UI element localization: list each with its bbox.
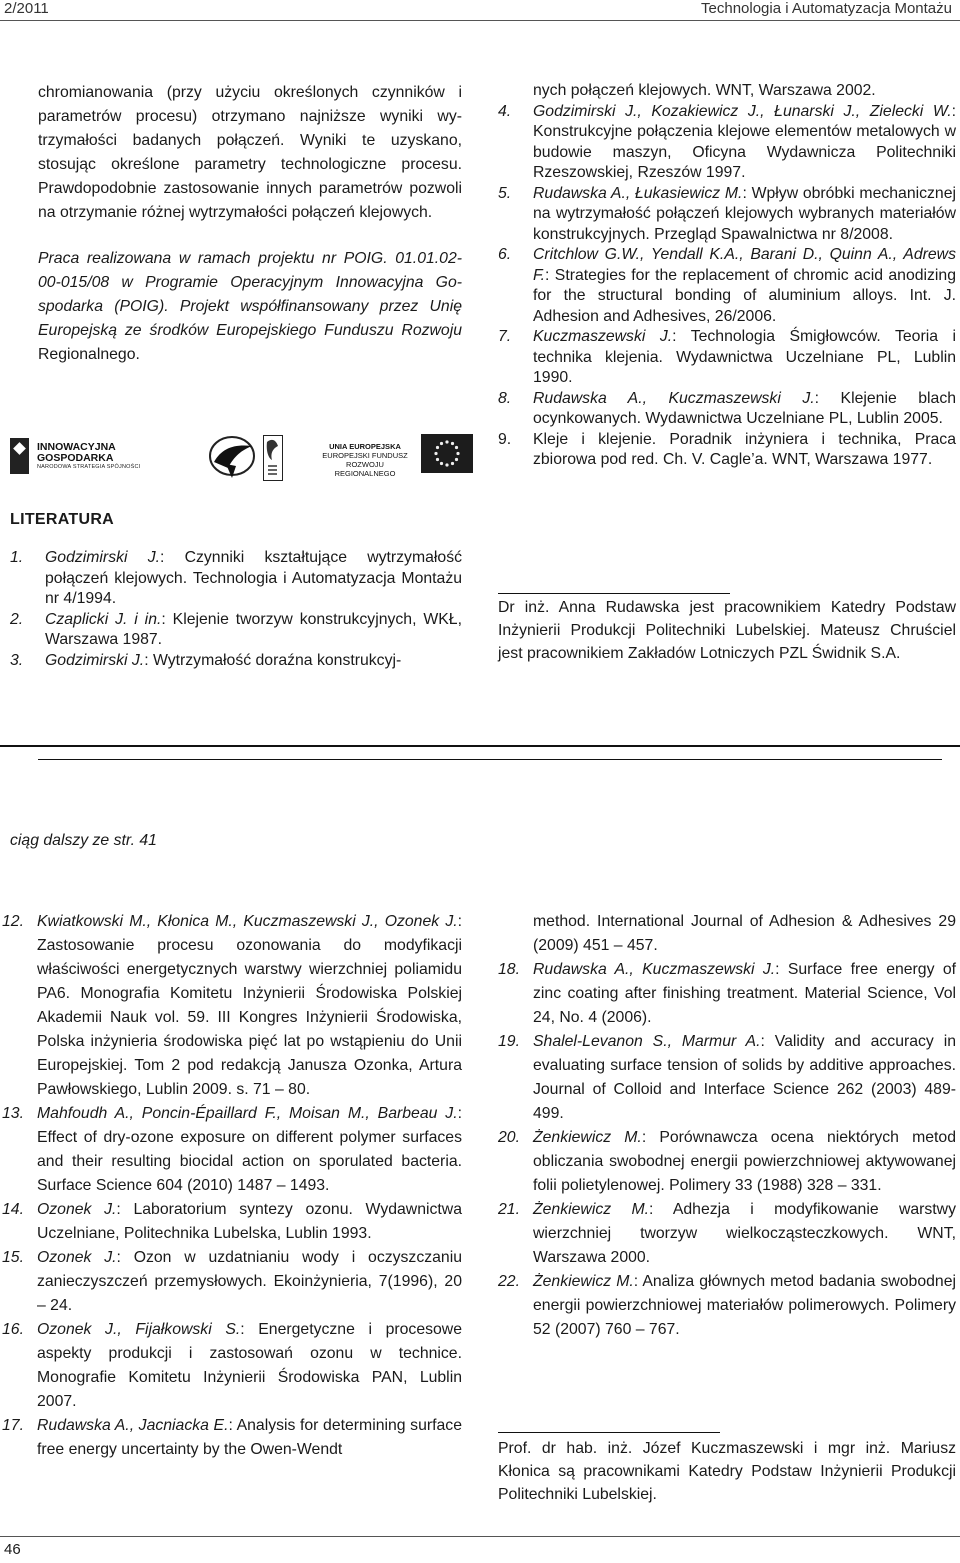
reference-item: 13. Mahfoudh A., Poncin-Épaillard F., Moisan M., Barbeau J.: Effect of dry-ozone exposure on different polymer surfaces and their resulting biocidal action on sporulated bacteria. Surface Science 604 (2010) 1487 – 1493. bbox=[2, 1105, 462, 1194]
lower-left-column bbox=[2, 910, 462, 1462]
article-separator-rule-thin bbox=[38, 759, 942, 760]
conclusion-paragraph: chromianowania (przy użyciu określonych czynników i parametrów procesu) otrzymano najniższe wyniki wytrzymałości badanych połączeń. Wyniki te uzyskano, stosując określone parametry technologiczne procesu. Prawdopodobnie zastosowanie innych parametrów pozwoli na otrzymanie różnej wytrzymałości połączeń klejowych. bbox=[38, 84, 462, 221]
reference-list-4-9 bbox=[498, 102, 956, 471]
reference-item: 9. Kleje i klejenie. Poradnik inżyniera i technika, Praca zbiorowa pod red. Ch. V. Cagle’a. WNT, Warszawa 1977. bbox=[498, 430, 956, 468]
reference-item: 20. Żenkiewicz M.: Porównawcza ocena niektórych metod obliczania swobodnej energii powierzchniowej aktywowanej folii polietylenowej. Polimery 33 (1988) 328 – 331. bbox=[498, 1129, 956, 1194]
reference-item: 4. Godzimirski J., Kozakiewicz J., Łunarski J., Zielecki W.: Konstrukcyjne połączenia klejowe elementów metalowych w budowie maszyn, Oficyna Wydawnicza Politechniki Rzeszowskiej, Rzeszów 1997. bbox=[498, 102, 956, 181]
references-section-left bbox=[10, 508, 462, 671]
reference-item: 2. Czaplicki J. i in.: Klejenie tworzyw konstrukcyjnych, WKŁ, Warszawa 1987. bbox=[10, 610, 462, 648]
seal-logo-figure bbox=[264, 436, 281, 479]
funding-italic-text: Praca realizowana w ramach projektu nr POIG. 01.01.02-00-015/08 w Programie Operacyjnym Innowacyjna Gospodarka (POIG). Projekt współfinansowany przez Unię Europejską ze środków Europejskiego Funduszu Rozwoju bbox=[38, 250, 462, 339]
running-header bbox=[0, 0, 960, 22]
reference-item: 6. Critchlow G.W., Yendall K.A., Barani D., Quinn A., Adrews F.: Strategies for the replacement of chromic acid anodizing for the structural bonding of aluminium alloys. Int. J. Adhesion and Adhesives, 26/2006. bbox=[498, 246, 956, 325]
innowacyjna-gospodarka-logo-mark bbox=[10, 438, 29, 474]
reference-item: 8. Rudawska A., Kuczmaszewski J.: Klejenie blach ocynkowanych. Wydawnictwa Uczelniane PL, Lublin 2005. bbox=[498, 389, 957, 427]
author-note-lower: Prof. dr hab. inż. Józef Kuczmaszewski i mgr inż. Mariusz Kłonica są pracownikami Katedry Podstaw Inżynierii Produkcji Politechniki Lubelskiej. bbox=[498, 1440, 956, 1503]
reference-item: 1. Godzimirski J.: Czynniki kształtujące wytrzymałość połączeń klejowych. Technologia i Automatyzacja Montażu nr 4/1994. bbox=[10, 549, 462, 607]
innowacyjna-gospodarka-logo-subtitle: NARODOWA STRATEGIA SPÓJNOŚCI bbox=[37, 464, 141, 470]
issue-number: 2/2011 bbox=[4, 0, 49, 17]
reference-list-12-17 bbox=[2, 910, 462, 1462]
reference-item: 19. Shalel-Levanon S., Marmur A.: Validity and accuracy in evaluating surface tension of solids by additive approaches. Journal of Colloid and Interface Science 262 (2003) 489-499. bbox=[498, 1033, 956, 1122]
continued-from-label: ciąg dalszy ze str. 41 bbox=[10, 832, 157, 849]
funding-paragraph bbox=[38, 247, 462, 367]
footer-rule bbox=[0, 1536, 960, 1537]
page-number: 46 bbox=[4, 1541, 21, 1558]
reference-list-18-22 bbox=[498, 958, 956, 1342]
reference-item: 5. Rudawska A., Łukasiewicz M.: Wpływ obróbki mechanicznej na wytrzymałość połączeń klejowych wybranych materiałów konstrukcyjnych. Przegląd Spawalnictwa nr 8/2008. bbox=[498, 184, 956, 243]
reference-item: 22. Żenkiewicz M.: Analiza głównych metod badania swobodnej energii powierzchniowej materiałów polimerowych. Polimery 52 (2007) 760 – 767. bbox=[498, 1273, 956, 1338]
eu-flag-icon bbox=[421, 434, 473, 473]
header-rule bbox=[0, 20, 960, 21]
footnote-rule bbox=[498, 1432, 720, 1433]
reference-item: 7. Kuczmaszewski J.: Technologia Śmigłowców. Teoria i technika klejenia. Wydawnictwa Uczelniane PL, Lublin 1990. bbox=[498, 328, 956, 386]
upper-left-column bbox=[38, 81, 462, 367]
reference-item: 12. Kwiatkowski M., Kłonica M., Kuczmaszewski J., Ozonek J.: Zastosowanie procesu ozonowania do modyfikacji właściwości energetycznych warstwy wierzchniej poliamidu PA6. Monografia Komitetu Inżynierii Środowiska Polskiej Akademii Nauk vol. 59. III Kongres Inżynierii Środowiska, Polska inżynieria środowiska pięć lat po wstąpieniu do Unii Europejskiej. Tom 2 pod redakcją Janusza Ozonka, Artura Pawłowskiego, Lublin 2009. s. 71 – 80. bbox=[2, 913, 462, 1098]
references-heading: LITERATURA bbox=[10, 511, 115, 528]
journal-title: Technologia i Automatyzacja Montażu bbox=[701, 0, 952, 17]
reference-continuation: method. International Journal of Adhesion & Adhesives 29 (2009) 451 – 457. bbox=[533, 913, 956, 954]
reference-item: 15. Ozonek J.: Ozon w uzdatnianiu wody i oczyszczaniu zanieczyszczeń przemysłowych. Ekoinżynieria, 7(1996), 20 – 24. bbox=[2, 1249, 462, 1314]
lower-right-column bbox=[498, 910, 956, 1342]
reference-item: 14. Ozonek J.: Laboratorium syntezy ozonu. Wydawnictwa Uczelniane, Politechnika Lubelska, Lublin 1993. bbox=[2, 1201, 462, 1242]
funding-plain-text: Regionalnego. bbox=[38, 346, 140, 363]
reference-continuation: nych połączeń klejowych. WNT, Warszawa 2002. bbox=[533, 82, 876, 99]
funding-logos bbox=[10, 434, 470, 484]
upper-right-column bbox=[498, 81, 956, 471]
eu-fund-logo-text: UNIA EUROPEJSKA EUROPEJSKI FUNDUSZ ROZWOJU REGIONALNEGO bbox=[322, 442, 408, 478]
reference-item: 17. Rudawska A., Jacniacka E.: Analysis for determining surface free energy uncertainty by the Owen-Wendt bbox=[2, 1417, 462, 1458]
reference-item: 18. Rudawska A., Kuczmaszewski J.: Surface free energy of zinc coating after finishing treatment. Material Science, Vol 24, No. 4 (2006). bbox=[498, 961, 956, 1026]
seal-logo bbox=[263, 435, 283, 481]
footnote-rule bbox=[498, 593, 730, 594]
article-separator-rule bbox=[0, 745, 960, 747]
reference-item: 3. Godzimirski J.: Wytrzymałość doraźna konstrukcyj- bbox=[10, 651, 402, 669]
eu-stars-icon bbox=[421, 434, 473, 473]
reference-item: 16. Ozonek J., Fijałkowski S.: Energetyczne i procesowe aspekty produkcji i zastosowań ozonu w technice. Monografie Komitetu Inżynierii Środowiska PAN, Lublin 2007. bbox=[2, 1321, 462, 1410]
author-note-upper: Dr inż. Anna Rudawska jest pracownikiem Katedry Podstaw Inżynierii Produkcji Politechniki Lubelskiej. Mateusz Chruściel jest pracownikiem Zakładów Lotniczych PZL Świdnik S.A. bbox=[498, 599, 956, 662]
innowacyjna-gospodarka-logo-text: INNOWACYJNA GOSPODARKA bbox=[37, 441, 116, 464]
reference-list-1-3 bbox=[10, 548, 462, 671]
reference-item: 21. Żenkiewicz M.: Adhezja i modyfikowanie warstwy wierzchniej tworzyw wielkocząsteczkowych. WNT, Warszawa 2000. bbox=[498, 1201, 956, 1266]
bird-emblem-logo bbox=[208, 434, 256, 484]
